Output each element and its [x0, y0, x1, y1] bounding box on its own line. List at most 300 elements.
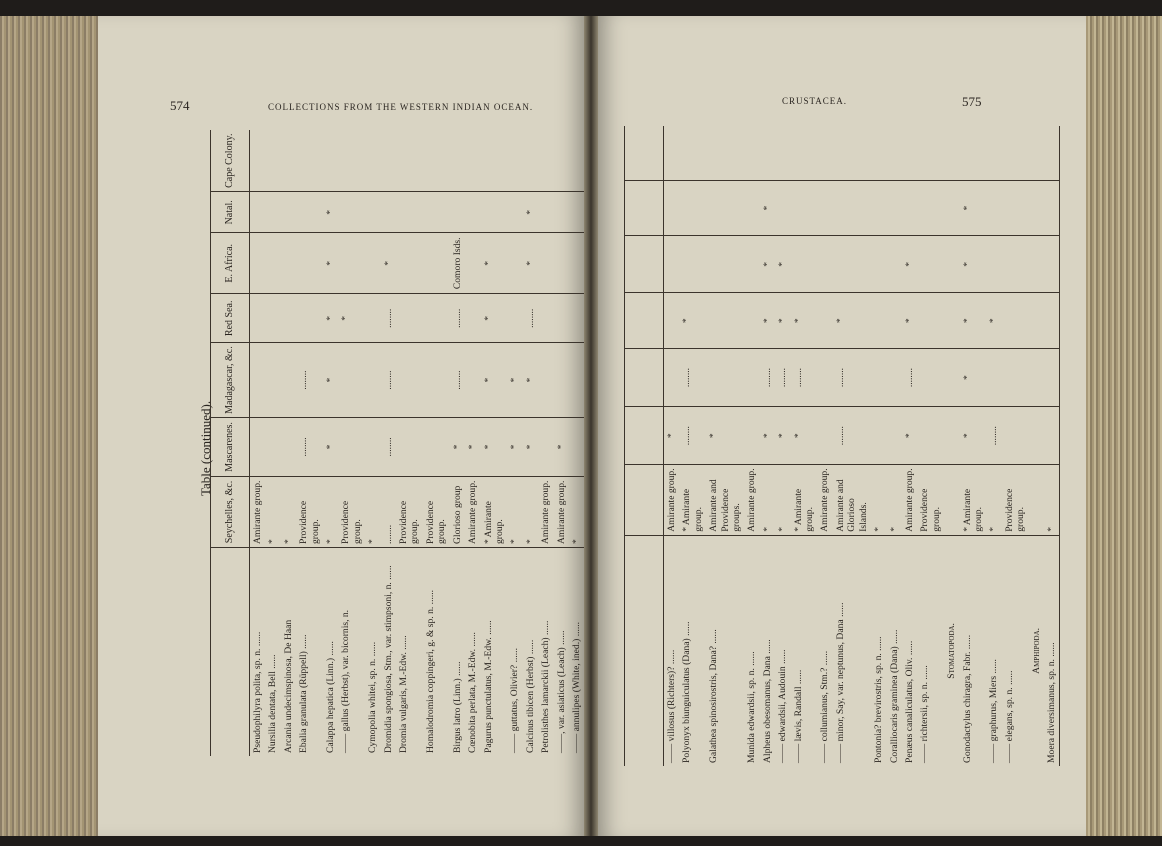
- species-cell: Pseudophilyra polita, sp. n. ......: [250, 548, 266, 757]
- mas-cell: [944, 407, 959, 465]
- afr-cell: [679, 236, 706, 293]
- cape-cell: [323, 130, 338, 192]
- cape-cell: [775, 126, 790, 180]
- nat-cell: [986, 180, 1001, 236]
- table-row: [833, 126, 871, 766]
- species-column-header: [625, 535, 664, 766]
- column-header: E. Africa.: [211, 233, 250, 294]
- mad-cell: [917, 349, 944, 407]
- sey-cell: Amirante group.: [465, 476, 480, 547]
- species-cell: —— richtersii, sp. n. ......: [917, 535, 944, 766]
- column-header: Red Sea.: [211, 294, 250, 343]
- red-cell: *: [986, 293, 1001, 349]
- species-cell: Cymopolia whitei, sp. n. ......: [365, 548, 380, 757]
- sey-cell: Amirante group.: [554, 476, 569, 547]
- afr-cell: *: [323, 233, 338, 294]
- sey-cell: *: [523, 476, 538, 547]
- species-cell: Alpheus obesomanus, Dana ......: [760, 535, 775, 766]
- mas-cell: *: [507, 417, 522, 476]
- table-row: [523, 130, 538, 756]
- table-row: [365, 130, 380, 756]
- table-row: [986, 126, 1001, 766]
- column-header: Seychelles, &c.: [211, 476, 250, 547]
- cape-cell: [450, 130, 465, 192]
- red-cell: [1044, 293, 1059, 349]
- mad-cell: *: [323, 343, 338, 418]
- mas-cell: [1029, 407, 1044, 465]
- sey-cell: Providence group.: [296, 476, 323, 547]
- mas-cell: [365, 417, 380, 476]
- column-header: Natal.: [211, 192, 250, 233]
- cape-cell: [523, 130, 538, 192]
- red-cell: ........: [523, 294, 538, 343]
- cape-cell: [986, 126, 1001, 180]
- mas-cell: [1044, 407, 1059, 465]
- species-table: [211, 130, 600, 756]
- red-cell: ........: [450, 294, 465, 343]
- species-cell: Gonodactylus chiragra, Fabr. ......: [960, 535, 987, 766]
- sey-cell: Glorioso group: [450, 476, 465, 547]
- afr-cell: [396, 233, 423, 294]
- mad-cell: [465, 343, 480, 418]
- nat-cell: [507, 192, 522, 233]
- mas-cell: [1002, 407, 1029, 465]
- section-heading-row: [1029, 126, 1044, 766]
- left-page-number: 574: [170, 98, 190, 113]
- afr-cell: *: [960, 236, 987, 293]
- mas-cell: *: [902, 407, 917, 465]
- mas-cell: *: [554, 417, 569, 476]
- nat-cell: [902, 180, 917, 236]
- cape-cell: [817, 126, 832, 180]
- sey-cell: * Amirante group.: [679, 465, 706, 536]
- sey-cell: *: [507, 476, 522, 547]
- nat-cell: [944, 180, 959, 236]
- mad-cell: ........: [450, 343, 465, 418]
- table-header-row: [211, 130, 250, 756]
- afr-cell: [1029, 236, 1044, 293]
- species-cell: Dromia vulgaris, M.-Edw. ......: [396, 548, 423, 757]
- red-cell: [706, 293, 744, 349]
- afr-cell: [887, 236, 902, 293]
- column-header: [625, 126, 664, 180]
- afr-cell: [507, 233, 522, 294]
- species-cell: Ebalia granulata (Rüppell) ......: [296, 548, 323, 757]
- nat-cell: [917, 180, 944, 236]
- species-cell: —— edwardsii, Audouin ......: [775, 535, 790, 766]
- mas-cell: *: [760, 407, 775, 465]
- book-gutter: [584, 16, 598, 836]
- afr-cell: *: [381, 233, 396, 294]
- red-cell: [1002, 293, 1029, 349]
- afr-cell: [465, 233, 480, 294]
- nat-cell: [250, 192, 266, 233]
- species-cell: —— villosus (Richters)? ......: [664, 535, 680, 766]
- mas-cell: [423, 417, 450, 476]
- red-cell: *: [760, 293, 775, 349]
- red-cell: ........: [381, 294, 396, 343]
- mad-cell: [250, 343, 266, 418]
- sey-cell: Providence group.: [396, 476, 423, 547]
- table-row: [817, 126, 832, 766]
- column-header: [625, 349, 664, 407]
- red-cell: [871, 293, 886, 349]
- mad-cell: [817, 349, 832, 407]
- sey-cell: * Amirante group.: [960, 465, 987, 536]
- table-row: [265, 130, 280, 756]
- table-row: [775, 126, 790, 766]
- mad-cell: [664, 349, 680, 407]
- mad-cell: [986, 349, 1001, 407]
- cape-cell: [791, 126, 818, 180]
- cape-cell: [706, 126, 744, 180]
- sey-cell: Amirante group.: [250, 476, 266, 547]
- nat-cell: [706, 180, 744, 236]
- afr-cell: [250, 233, 266, 294]
- red-cell: [538, 294, 553, 343]
- afr-cell: *: [775, 236, 790, 293]
- sey-cell: *: [887, 465, 902, 536]
- mad-cell: [554, 343, 569, 418]
- nat-cell: [569, 192, 584, 233]
- afr-cell: [986, 236, 1001, 293]
- cape-cell: [250, 130, 266, 192]
- afr-cell: [296, 233, 323, 294]
- red-cell: [507, 294, 522, 343]
- sey-cell: *: [265, 476, 280, 547]
- mas-cell: *: [323, 417, 338, 476]
- sey-cell: *: [986, 465, 1001, 536]
- mad-cell: [423, 343, 450, 418]
- species-cell: Amphipoda.: [1029, 535, 1044, 766]
- species-cell: ——, var. asiaticus (Leach) ......: [554, 548, 569, 757]
- left-table: [210, 130, 601, 756]
- mas-cell: ........: [833, 407, 871, 465]
- mad-cell: [744, 349, 759, 407]
- mas-cell: [338, 417, 365, 476]
- nat-cell: [1029, 180, 1044, 236]
- nat-cell: [381, 192, 396, 233]
- cape-cell: [960, 126, 987, 180]
- table-row: [450, 130, 465, 756]
- table-row: [744, 126, 759, 766]
- afr-cell: [265, 233, 280, 294]
- species-cell: Calcinus tibicen (Herbst) ......: [523, 548, 538, 757]
- table-row: [887, 126, 902, 766]
- table-row: [507, 130, 522, 756]
- red-cell: *: [960, 293, 987, 349]
- mad-cell: ........: [296, 343, 323, 418]
- table-row: [1002, 126, 1029, 766]
- nat-cell: [450, 192, 465, 233]
- table-row: [760, 126, 775, 766]
- right-page: [598, 16, 1086, 836]
- table-row: [679, 126, 706, 766]
- sey-cell: *: [281, 476, 296, 547]
- nat-cell: [396, 192, 423, 233]
- cape-cell: [554, 130, 569, 192]
- mas-cell: [396, 417, 423, 476]
- red-cell: *: [775, 293, 790, 349]
- mad-cell: ........: [775, 349, 790, 407]
- table-row: [250, 130, 266, 756]
- book-edge-left: [0, 16, 98, 836]
- cape-cell: [465, 130, 480, 192]
- mas-cell: ........: [679, 407, 706, 465]
- afr-cell: [538, 233, 553, 294]
- sey-cell: ........: [381, 476, 396, 547]
- table-row: [281, 130, 296, 756]
- red-cell: [265, 294, 280, 343]
- species-cell: Arcania undecimspinosa, De Haan: [281, 548, 296, 757]
- cape-cell: [744, 126, 759, 180]
- sey-cell: *: [365, 476, 380, 547]
- sey-cell: Amirante group.: [817, 465, 832, 536]
- table-row: [960, 126, 987, 766]
- column-header: Cape Colony.: [211, 130, 250, 192]
- cape-cell: [423, 130, 450, 192]
- mad-cell: ........: [902, 349, 917, 407]
- nat-cell: [338, 192, 365, 233]
- red-cell: [887, 293, 902, 349]
- sey-cell: Providence group.: [917, 465, 944, 536]
- nat-cell: [1044, 180, 1059, 236]
- sey-cell: Amirante group.: [744, 465, 759, 536]
- red-cell: [296, 294, 323, 343]
- species-cell: Pagurus punctulatus, M.-Edw. ......: [481, 548, 508, 757]
- mas-cell: [250, 417, 266, 476]
- species-cell: —— annulipes (White, ined.) ......: [569, 548, 584, 757]
- nat-cell: [265, 192, 280, 233]
- table-row: [917, 126, 944, 766]
- afr-cell: [817, 236, 832, 293]
- mas-cell: *: [450, 417, 465, 476]
- species-cell: Munida edwardsii, sp. n. ......: [744, 535, 759, 766]
- cape-cell: [281, 130, 296, 192]
- cape-cell: [760, 126, 775, 180]
- sey-cell: *: [323, 476, 338, 547]
- mas-cell: *: [775, 407, 790, 465]
- red-cell: [423, 294, 450, 343]
- right-table: [624, 126, 1060, 766]
- mad-cell: [871, 349, 886, 407]
- table-row: [664, 126, 680, 766]
- cape-cell: [1044, 126, 1059, 180]
- afr-cell: [791, 236, 818, 293]
- sey-cell: [1029, 465, 1044, 536]
- table-row: [871, 126, 886, 766]
- mad-cell: *: [960, 349, 987, 407]
- red-cell: *: [338, 294, 365, 343]
- column-header: Madagascar, &c.: [211, 343, 250, 418]
- species-cell: Pontonia? brevirostris, sp. n. ......: [871, 535, 886, 766]
- red-cell: *: [323, 294, 338, 343]
- nat-cell: [887, 180, 902, 236]
- table-row: [465, 130, 480, 756]
- mas-cell: [887, 407, 902, 465]
- mad-cell: [365, 343, 380, 418]
- mad-cell: [1029, 349, 1044, 407]
- column-header: [625, 407, 664, 465]
- mas-cell: *: [523, 417, 538, 476]
- cape-cell: [381, 130, 396, 192]
- mad-cell: *: [507, 343, 522, 418]
- red-cell: [569, 294, 584, 343]
- species-cell: —— graphurus, Miers ......: [986, 535, 1001, 766]
- mas-cell: *: [960, 407, 987, 465]
- nat-cell: *: [323, 192, 338, 233]
- sey-cell: Providence group.: [1002, 465, 1029, 536]
- afr-cell: *: [902, 236, 917, 293]
- nat-cell: [554, 192, 569, 233]
- column-header: Mascarenes.: [211, 417, 250, 476]
- nat-cell: [791, 180, 818, 236]
- afr-cell: Comoro Isds.: [450, 233, 465, 294]
- cape-cell: [365, 130, 380, 192]
- table-row: [338, 130, 365, 756]
- afr-cell: [706, 236, 744, 293]
- sey-cell: *: [569, 476, 584, 547]
- nat-cell: [775, 180, 790, 236]
- mad-cell: ........: [679, 349, 706, 407]
- species-cell: —— minor, Say, var. neptunus, Dana ......: [833, 535, 871, 766]
- species-cell: Moera diversimanus, sp. n. ......: [1044, 535, 1059, 766]
- mad-cell: [569, 343, 584, 418]
- afr-cell: [569, 233, 584, 294]
- species-cell: Coralliocaris graminea (Dana) ......: [887, 535, 902, 766]
- table-row: [791, 126, 818, 766]
- sey-cell: *: [871, 465, 886, 536]
- column-header: [625, 180, 664, 236]
- left-page: [98, 16, 584, 836]
- mad-cell: [281, 343, 296, 418]
- nat-cell: [744, 180, 759, 236]
- mad-cell: [396, 343, 423, 418]
- mad-cell: [944, 349, 959, 407]
- red-cell: [1029, 293, 1044, 349]
- sey-cell: Providence group.: [338, 476, 365, 547]
- species-cell: Stomatopoda.: [944, 535, 959, 766]
- red-cell: *: [481, 294, 508, 343]
- mas-cell: [538, 417, 553, 476]
- cape-cell: [902, 126, 917, 180]
- red-cell: *: [679, 293, 706, 349]
- mas-cell: ........: [986, 407, 1001, 465]
- table-row: [323, 130, 338, 756]
- sey-cell: * Amirante group.: [481, 476, 508, 547]
- mad-cell: ........: [760, 349, 775, 407]
- table-row: [481, 130, 508, 756]
- species-cell: —— collumianus, Stm.? ......: [817, 535, 832, 766]
- afr-cell: [338, 233, 365, 294]
- mad-cell: [338, 343, 365, 418]
- red-cell: *: [833, 293, 871, 349]
- red-cell: [664, 293, 680, 349]
- cape-cell: [887, 126, 902, 180]
- mas-cell: [871, 407, 886, 465]
- mas-cell: *: [481, 417, 508, 476]
- species-cell: —— lævis, Randall ......: [791, 535, 818, 766]
- red-cell: [250, 294, 266, 343]
- mas-cell: ........: [381, 417, 396, 476]
- mas-cell: *: [791, 407, 818, 465]
- red-cell: [396, 294, 423, 343]
- cape-cell: [481, 130, 508, 192]
- sey-cell: *: [775, 465, 790, 536]
- table-row: [902, 126, 917, 766]
- afr-cell: [281, 233, 296, 294]
- sey-cell: *: [760, 465, 775, 536]
- sey-cell: [944, 465, 959, 536]
- nat-cell: *: [523, 192, 538, 233]
- cape-cell: [679, 126, 706, 180]
- mas-cell: *: [664, 407, 680, 465]
- red-cell: [744, 293, 759, 349]
- mas-cell: *: [465, 417, 480, 476]
- nat-cell: [423, 192, 450, 233]
- nat-cell: [296, 192, 323, 233]
- cape-cell: [871, 126, 886, 180]
- nat-cell: *: [960, 180, 987, 236]
- red-cell: [817, 293, 832, 349]
- section-heading-row: [944, 126, 959, 766]
- nat-cell: [664, 180, 680, 236]
- sey-cell: * Amirante group.: [791, 465, 818, 536]
- afr-cell: [664, 236, 680, 293]
- table-header-row: [625, 126, 664, 766]
- mas-cell: [917, 407, 944, 465]
- right-running-head: CRUSTACEA.: [782, 96, 848, 106]
- column-header: [625, 465, 664, 536]
- species-cell: —— guttatus, Olivier? ......: [507, 548, 522, 757]
- species-cell: Cœnobita perlata, M.-Edw. ......: [465, 548, 480, 757]
- red-cell: [917, 293, 944, 349]
- afr-cell: [423, 233, 450, 294]
- afr-cell: [1002, 236, 1029, 293]
- table-row: [706, 126, 744, 766]
- cape-cell: [538, 130, 553, 192]
- species-cell: Calappa hepatica (Linn.) ......: [323, 548, 338, 757]
- mas-cell: *: [706, 407, 744, 465]
- afr-cell: [944, 236, 959, 293]
- mas-cell: [817, 407, 832, 465]
- nat-cell: [481, 192, 508, 233]
- nat-cell: *: [760, 180, 775, 236]
- mas-cell: [265, 417, 280, 476]
- afr-cell: [1044, 236, 1059, 293]
- column-header: [625, 293, 664, 349]
- cape-cell: [1002, 126, 1029, 180]
- nat-cell: [1002, 180, 1029, 236]
- cape-cell: [917, 126, 944, 180]
- species-cell: Dromidia spongiosa, Stm., var. stimpsoni, n. ......: [381, 548, 396, 757]
- species-cell: Petrolisthes lamarckii (Leach) ......: [538, 548, 553, 757]
- nat-cell: [538, 192, 553, 233]
- nat-cell: [465, 192, 480, 233]
- table-row: [396, 130, 423, 756]
- species-cell: —— gallus (Herbst), var. bicornis, n.: [338, 548, 365, 757]
- species-cell: Polyonyx biunguiculatus (Dana) ......: [679, 535, 706, 766]
- left-running-head: COLLECTIONS FROM THE WESTERN INDIAN OCEAN.: [268, 102, 534, 112]
- mas-cell: [744, 407, 759, 465]
- nat-cell: [833, 180, 871, 236]
- mas-cell: [569, 417, 584, 476]
- sey-cell: Amirante and Providence groups.: [706, 465, 744, 536]
- mad-cell: ........: [833, 349, 871, 407]
- column-header: [625, 236, 664, 293]
- sey-cell: Amirante group.: [664, 465, 680, 536]
- red-cell: *: [791, 293, 818, 349]
